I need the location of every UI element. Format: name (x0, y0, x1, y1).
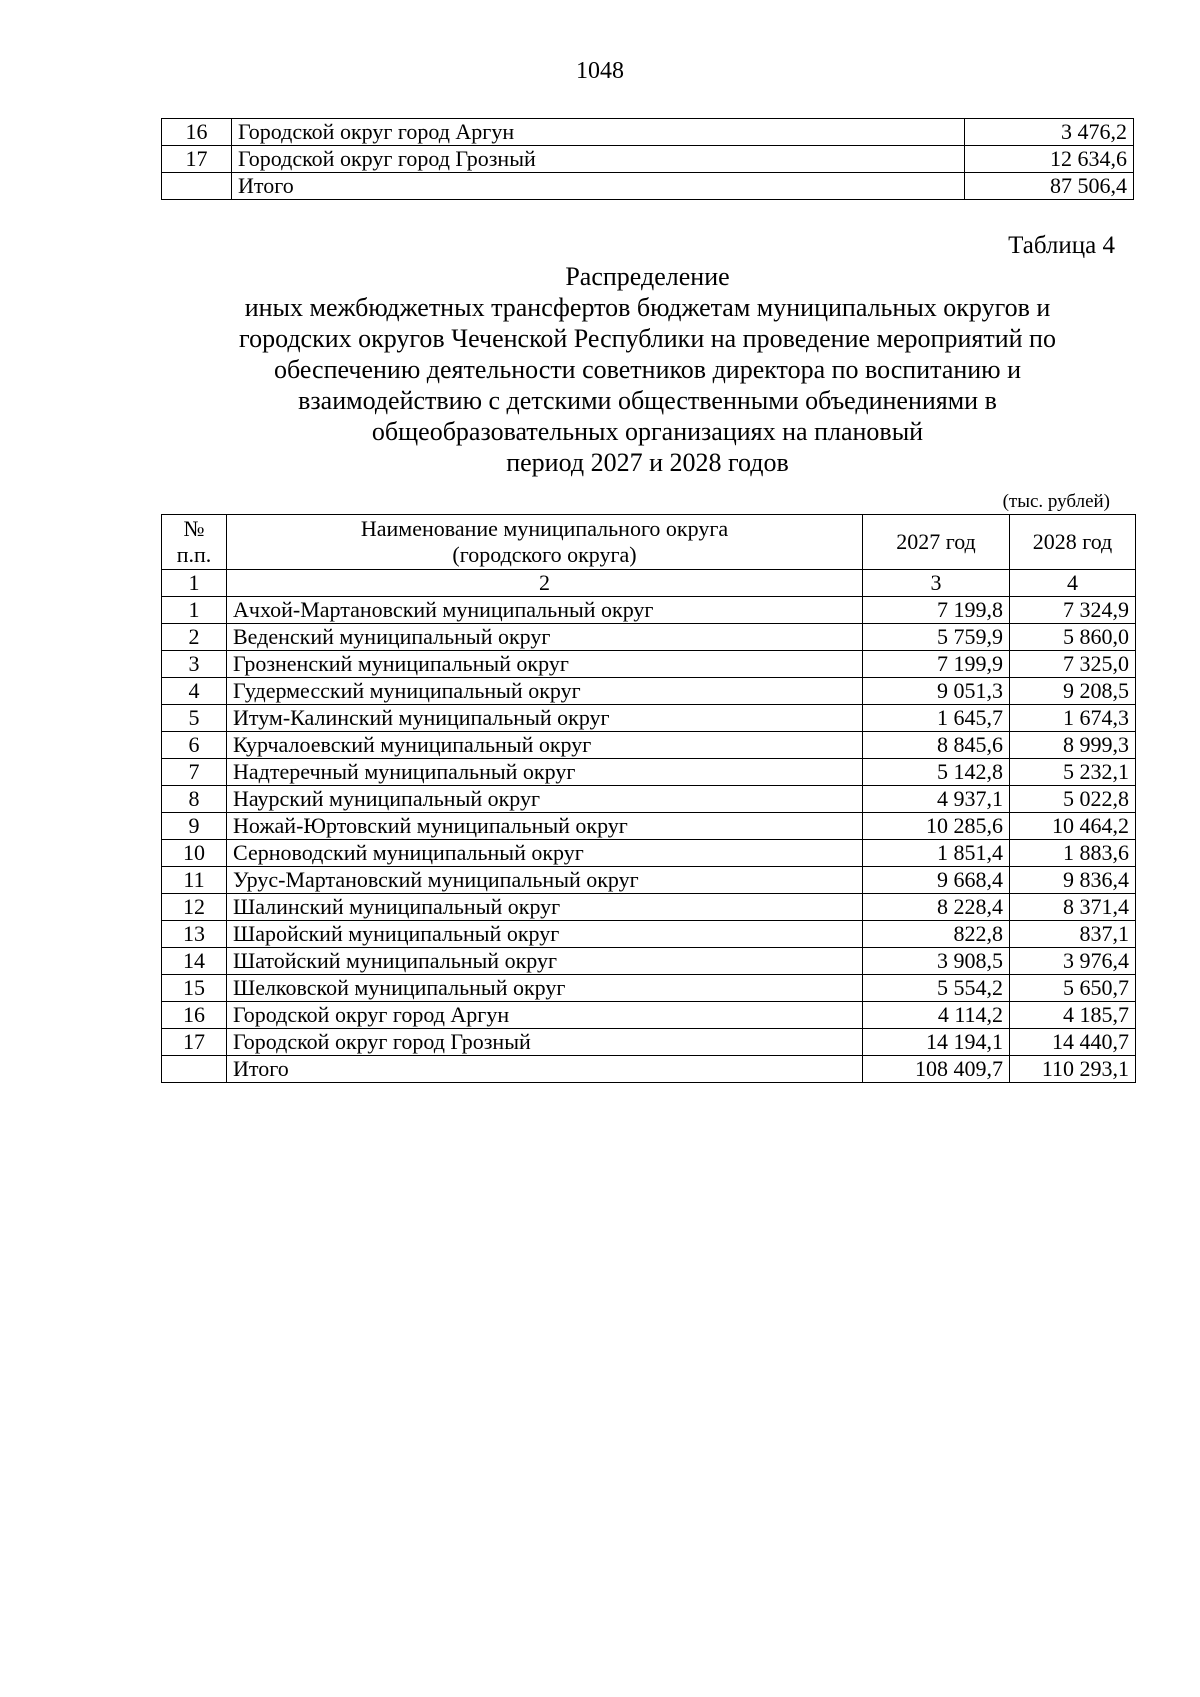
column-number: 2 (227, 570, 863, 597)
table-row (162, 840, 1136, 867)
cell-num: 17 (162, 146, 232, 173)
cell-v2027: 4 937,1 (863, 786, 1010, 813)
cell-v2028: 8 371,4 (1010, 894, 1136, 921)
cell-name: Серноводский муниципальный округ (227, 840, 863, 867)
header-num-line1: № (183, 516, 205, 541)
cell-name: Городской округ город Грозный (232, 146, 965, 173)
cell-value: 12 634,6 (965, 146, 1134, 173)
cell-v2027: 822,8 (863, 921, 1010, 948)
cell-num: 16 (162, 1002, 227, 1029)
page-number: 1048 (576, 58, 624, 84)
cell-v2028: 3 976,4 (1010, 948, 1136, 975)
title-line: обеспечению деятельности советников директора по воспитанию и (273, 355, 1022, 384)
cell-value: 87 506,4 (965, 173, 1134, 200)
cell-v2027: 8 228,4 (863, 894, 1010, 921)
column-number: 3 (863, 570, 1010, 597)
cell-name: Ножай-Юртовский муниципальный округ (227, 813, 863, 840)
table-row (162, 786, 1136, 813)
table-row (162, 975, 1136, 1002)
cell-value: 3 476,2 (965, 119, 1134, 146)
cell-v2027: 5 554,2 (863, 975, 1010, 1002)
table-row (162, 146, 1134, 173)
table-row (162, 1056, 1136, 1083)
cell-num: 8 (162, 786, 227, 813)
cell-name: Итого (227, 1056, 863, 1083)
table-row (162, 759, 1136, 786)
header-name-line2: (городского округа) (452, 542, 637, 567)
table-row (162, 597, 1136, 624)
cell-v2028: 9 836,4 (1010, 867, 1136, 894)
cell-num: 6 (162, 732, 227, 759)
cell-num: 12 (162, 894, 227, 921)
cell-num: 16 (162, 119, 232, 146)
cell-num: 2 (162, 624, 227, 651)
cell-name: Ачхой-Мартановский муниципальный округ (227, 597, 863, 624)
cell-v2028: 1 674,3 (1010, 705, 1136, 732)
cell-num: 15 (162, 975, 227, 1002)
header-name-line1: Наименование муниципального округа (360, 516, 729, 541)
cell-v2028: 110 293,1 (1010, 1056, 1136, 1083)
cell-num: 13 (162, 921, 227, 948)
cell-v2028: 8 999,3 (1010, 732, 1136, 759)
cell-v2027: 5 142,8 (863, 759, 1010, 786)
cell-num (162, 173, 232, 200)
cell-v2027: 5 759,9 (863, 624, 1010, 651)
cell-name: Шатойский муниципальный округ (227, 948, 863, 975)
table-row (162, 173, 1134, 200)
cell-num (162, 1056, 227, 1083)
cell-v2028: 5 022,8 (1010, 786, 1136, 813)
cell-v2027: 10 285,6 (863, 813, 1010, 840)
distribution-table (161, 514, 1136, 1083)
previous-table (161, 118, 1134, 200)
cell-v2028: 7 324,9 (1010, 597, 1136, 624)
title-line: период 2027 и 2028 годов (506, 448, 789, 477)
cell-v2028: 5 232,1 (1010, 759, 1136, 786)
cell-v2027: 3 908,5 (863, 948, 1010, 975)
cell-num: 3 (162, 651, 227, 678)
cell-name: Шаройский муниципальный округ (227, 921, 863, 948)
table-row (162, 867, 1136, 894)
title-line: общеобразовательных организациях на плановый (371, 417, 924, 446)
table-row (162, 948, 1136, 975)
table-row (162, 1029, 1136, 1056)
cell-name: Городской округ город Аргун (232, 119, 965, 146)
cell-num: 10 (162, 840, 227, 867)
cell-name: Веденский муниципальный округ (227, 624, 863, 651)
cell-num: 11 (162, 867, 227, 894)
header-2028: 2028 год (1010, 515, 1136, 570)
cell-name: Итум-Калинский муниципальный округ (227, 705, 863, 732)
table-row (162, 732, 1136, 759)
cell-v2027: 8 845,6 (863, 732, 1010, 759)
cell-name: Урус-Мартановский муниципальный округ (227, 867, 863, 894)
table-row (162, 813, 1136, 840)
cell-num: 1 (162, 597, 227, 624)
cell-v2027: 7 199,9 (863, 651, 1010, 678)
cell-v2027: 4 114,2 (863, 1002, 1010, 1029)
cell-name: Гудермесский муниципальный округ (227, 678, 863, 705)
cell-v2028: 5 650,7 (1010, 975, 1136, 1002)
header-2027: 2027 год (863, 515, 1010, 570)
units-note: (тыс. рублей) (1002, 491, 1110, 512)
cell-num: 4 (162, 678, 227, 705)
cell-num: 17 (162, 1029, 227, 1056)
cell-v2027: 108 409,7 (863, 1056, 1010, 1083)
cell-num: 14 (162, 948, 227, 975)
table-label: Таблица 4 (1008, 232, 1115, 259)
cell-v2027: 1 645,7 (863, 705, 1010, 732)
cell-v2028: 5 860,0 (1010, 624, 1136, 651)
column-number: 1 (162, 570, 227, 597)
header-name (227, 515, 863, 570)
cell-v2028: 4 185,7 (1010, 1002, 1136, 1029)
cell-name: Курчалоевский муниципальный округ (227, 732, 863, 759)
title-line: городских округов Чеченской Республики на проведение мероприятий по (239, 324, 1056, 353)
table-header-row (162, 515, 1136, 570)
cell-v2028: 10 464,2 (1010, 813, 1136, 840)
cell-name: Наурский муниципальный округ (227, 786, 863, 813)
column-numbers-row (162, 570, 1136, 597)
cell-name: Городской округ город Аргун (227, 1002, 863, 1029)
table-row (162, 705, 1136, 732)
title-line: иных межбюджетных трансфертов бюджетам муниципальных округов и (244, 293, 1051, 322)
cell-name: Шалинский муниципальный округ (227, 894, 863, 921)
title-line: взаимодействию с детскими общественными объединениями в (298, 386, 997, 415)
cell-name: Надтеречный муниципальный округ (227, 759, 863, 786)
table-row (162, 678, 1136, 705)
cell-name: Грозненский муниципальный округ (227, 651, 863, 678)
table-row (162, 119, 1134, 146)
cell-v2028: 837,1 (1010, 921, 1136, 948)
table-row (162, 624, 1136, 651)
cell-num: 5 (162, 705, 227, 732)
cell-num: 7 (162, 759, 227, 786)
cell-v2028: 14 440,7 (1010, 1029, 1136, 1056)
cell-name: Шелковской муниципальный округ (227, 975, 863, 1002)
header-num (162, 515, 227, 570)
cell-v2027: 9 668,4 (863, 867, 1010, 894)
table-title (160, 261, 1135, 478)
cell-num: 9 (162, 813, 227, 840)
table-row (162, 921, 1136, 948)
table-row (162, 894, 1136, 921)
table-row (162, 1002, 1136, 1029)
cell-v2028: 1 883,6 (1010, 840, 1136, 867)
cell-name: Городской округ город Грозный (227, 1029, 863, 1056)
cell-v2027: 7 199,8 (863, 597, 1010, 624)
cell-name: Итого (232, 173, 965, 200)
cell-v2028: 7 325,0 (1010, 651, 1136, 678)
table-row (162, 651, 1136, 678)
cell-v2028: 9 208,5 (1010, 678, 1136, 705)
column-number: 4 (1010, 570, 1136, 597)
header-num-line2: п.п. (176, 542, 212, 567)
cell-v2027: 9 051,3 (863, 678, 1010, 705)
title-line: Распределение (565, 262, 730, 291)
cell-v2027: 14 194,1 (863, 1029, 1010, 1056)
cell-v2027: 1 851,4 (863, 840, 1010, 867)
